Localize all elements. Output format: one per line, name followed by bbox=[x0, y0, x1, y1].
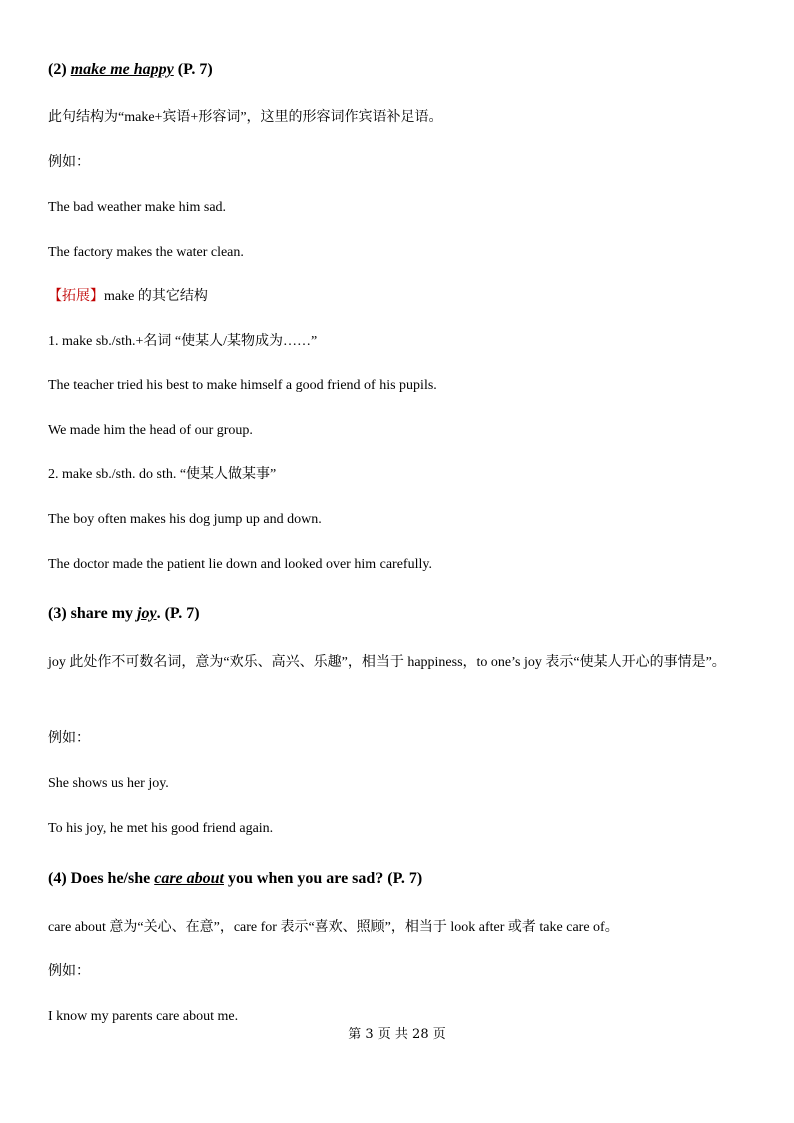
section-2-description: 此句结构为“make+宾语+形容词”，这里的形容词作宾语补足语。 bbox=[48, 110, 443, 125]
example-sentence: I know my parents care about me. bbox=[48, 1009, 239, 1024]
section-4-heading bbox=[48, 869, 748, 889]
section-number: (2) bbox=[48, 61, 71, 78]
example-sentence: We made him the head of our group. bbox=[48, 423, 253, 438]
extension-text: make 的其它结构 bbox=[104, 289, 208, 304]
example-label: 例如： bbox=[48, 155, 90, 170]
extension-label: 【拓展】 bbox=[48, 289, 104, 304]
example-sentence: To his joy, he met his good friend again. bbox=[48, 821, 274, 836]
page-reference: . (P. 7) bbox=[156, 605, 200, 622]
page-footer: 第 3 页 共 28 页 bbox=[348, 1027, 446, 1042]
example-sentence: The teacher tried his best to make himself a good friend of his pupils. bbox=[48, 378, 437, 393]
section-title: (4) Does he/she bbox=[48, 870, 155, 887]
example-sentence: The factory makes the water clean. bbox=[48, 245, 244, 260]
section-3-description: joy 此处作不可数名词，意为“欢乐、高兴、乐趣”，相当于 happiness，to one’s joy 表示“使某人开心的事情是”。 bbox=[48, 655, 726, 670]
extension-item-1: 1. make sb./sth.+名词 “使某人/某物成为……” bbox=[48, 334, 318, 349]
example-sentence: The doctor made the patient lie down and looked over him carefully. bbox=[48, 557, 432, 572]
page-reference: (P. 7) bbox=[173, 61, 213, 78]
example-label: 例如： bbox=[48, 731, 90, 746]
page-reference: you when you are sad? (P. 7) bbox=[224, 870, 423, 887]
extension-heading bbox=[48, 289, 748, 305]
section-4-description: care about 意为“关心、在意”，care for 表示“喜欢、照顾”，相当于 look after 或者 take care of。 bbox=[48, 920, 619, 935]
key-phrase: care about bbox=[154, 870, 224, 887]
section-3-heading bbox=[48, 604, 748, 624]
section-title: (3) share my bbox=[48, 605, 138, 622]
example-sentence: The boy often makes his dog jump up and down. bbox=[48, 512, 322, 527]
section-2-heading bbox=[48, 60, 748, 80]
example-sentence: She shows us her joy. bbox=[48, 776, 169, 791]
example-sentence: The bad weather make him sad. bbox=[48, 200, 227, 215]
extension-item-2: 2. make sb./sth. do sth. “使某人做某事” bbox=[48, 467, 277, 482]
key-phrase: make me happy bbox=[70, 61, 174, 78]
example-label: 例如： bbox=[48, 964, 90, 979]
key-phrase: joy bbox=[137, 605, 157, 622]
